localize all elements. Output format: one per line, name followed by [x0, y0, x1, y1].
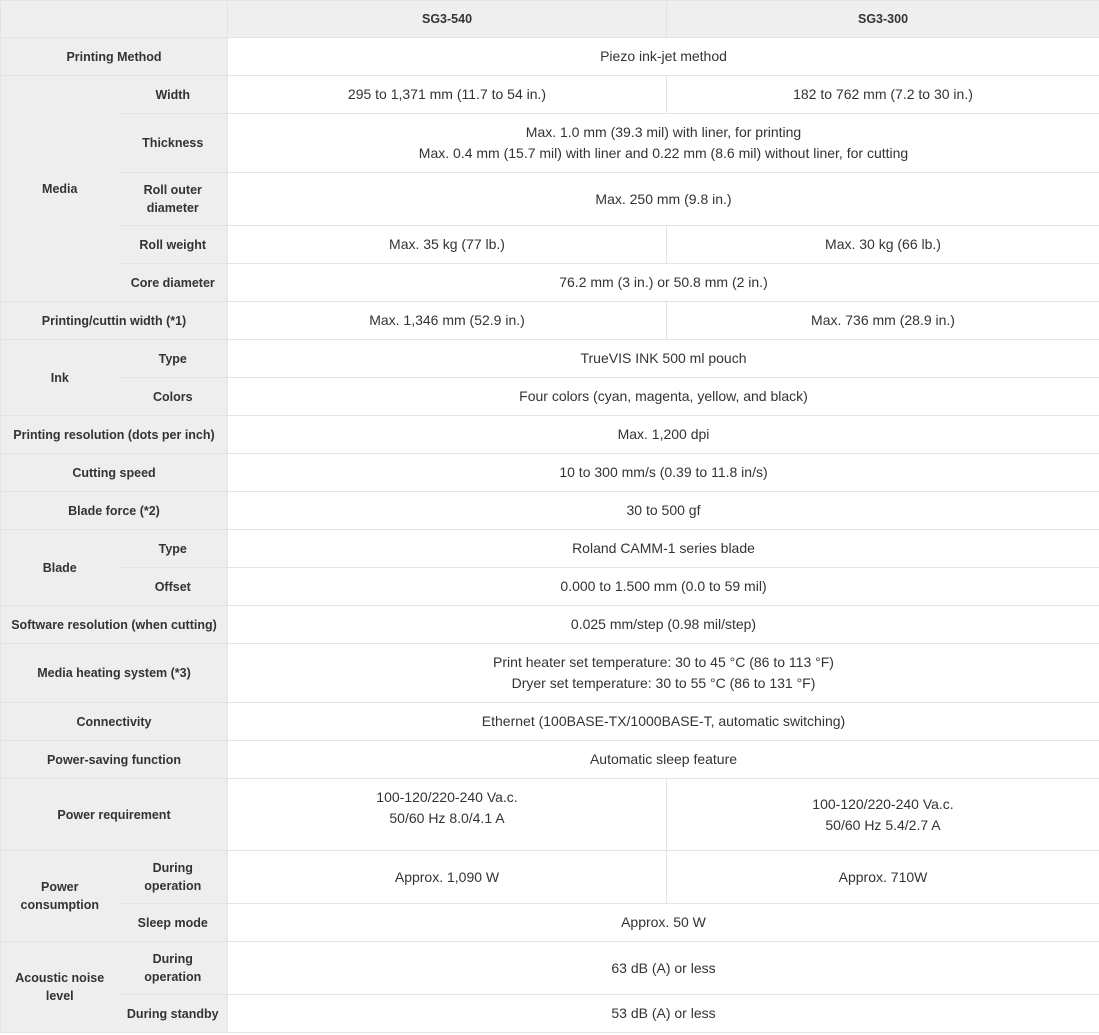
table-header-row [1, 1, 1099, 38]
value-power-requirement-sg3-300 [667, 779, 1099, 851]
table-row [1, 173, 1099, 226]
row-label-printing-resolution: Printing resolution (dots per inch) [1, 416, 228, 454]
table-row [1, 568, 1099, 606]
row-label-software-resolution: Software resolution (when cutting) [1, 606, 228, 644]
table-row [1, 226, 1099, 264]
value-media-thickness-line2: Max. 0.4 mm (15.7 mil) with liner and 0.22 mm (8.6 mil) without liner, for cutting [418, 145, 909, 161]
value-media-heating-line2: Dryer set temperature: 30 to 55 °C (86 to 131 °F) [511, 675, 816, 691]
table-row [1, 454, 1099, 492]
row-group-acoustic-noise-line2: level [45, 989, 74, 1003]
table-row [1, 779, 1099, 851]
value-cutting-speed: 10 to 300 mm/s (0.39 to 11.8 in/s) [228, 454, 1099, 492]
row-label-sleep-mode: Sleep mode [119, 904, 228, 942]
row-group-media: Media [1, 76, 119, 302]
value-software-resolution: 0.025 mm/step (0.98 mil/step) [228, 606, 1099, 644]
row-label-noise-during-standby: During standby [119, 995, 228, 1033]
table-row [1, 302, 1099, 340]
table-row [1, 995, 1099, 1033]
value-media-heating-line1: Print heater set temperature: 30 to 45 °C (86 to 113 °F) [493, 654, 834, 670]
row-label-ink-colors: Colors [119, 378, 228, 416]
row-group-power-consumption-line1: Power [40, 880, 79, 894]
row-group-acoustic-noise-line1: Acoustic noise [15, 971, 105, 985]
value-media-width-sg3-540: 295 to 1,371 mm (11.7 to 54 in.) [228, 76, 667, 114]
value-noise-during-operation: 63 dB (A) or less [228, 942, 1099, 995]
table-row [1, 492, 1099, 530]
value-media-thickness-line1: Max. 1.0 mm (39.3 mil) with liner, for printing [525, 124, 802, 140]
row-label-blade-force: Blade force (*2) [1, 492, 228, 530]
table-row [1, 741, 1099, 779]
row-label-power-requirement: Power requirement [1, 779, 228, 851]
header-model-sg3-540: SG3-540 [228, 1, 667, 38]
row-label-noise-during-operation-line2: operation [144, 970, 202, 984]
value-core-diameter: 76.2 mm (3 in.) or 50.8 mm (2 in.) [228, 264, 1099, 302]
table-row [1, 340, 1099, 378]
value-roll-weight-sg3-540: Max. 35 kg (77 lb.) [228, 226, 667, 264]
row-label-core-diameter: Core diameter [119, 264, 228, 302]
table-row [1, 264, 1099, 302]
value-power-during-operation-sg3-540: Approx. 1,090 W [228, 851, 667, 904]
value-printing-method: Piezo ink-jet method [228, 38, 1099, 76]
row-label-power-saving: Power-saving function [1, 741, 228, 779]
row-group-power-consumption [1, 851, 119, 942]
row-label-power-during-operation-line1: During [152, 861, 193, 875]
row-label-blade-offset: Offset [119, 568, 228, 606]
row-label-roll-outer-line1: Roll outer [143, 183, 202, 197]
table-row [1, 942, 1099, 995]
row-label-roll-weight: Roll weight [119, 226, 228, 264]
table-row [1, 76, 1099, 114]
value-print-cut-width-sg3-300: Max. 736 mm (28.9 in.) [667, 302, 1099, 340]
row-label-printing-method: Printing Method [1, 38, 228, 76]
value-power-requirement-sg3-540-line1: 100-120/220-240 Va.c. [376, 789, 518, 805]
value-connectivity: Ethernet (100BASE-TX/1000BASE-T, automatic switching) [228, 703, 1099, 741]
table-row [1, 114, 1099, 173]
value-media-heating [228, 644, 1099, 703]
table-row [1, 416, 1099, 454]
value-sleep-mode: Approx. 50 W [228, 904, 1099, 942]
row-label-roll-outer-diameter [119, 173, 228, 226]
value-power-requirement-sg3-300-line2: 50/60 Hz 5.4/2.7 A [825, 816, 941, 833]
row-group-ink: Ink [1, 340, 119, 416]
value-roll-weight-sg3-300: Max. 30 kg (66 lb.) [667, 226, 1099, 264]
row-group-blade: Blade [1, 530, 119, 606]
table-row [1, 38, 1099, 76]
table-row [1, 530, 1099, 568]
value-print-cut-width-sg3-540: Max. 1,346 mm (52.9 in.) [228, 302, 667, 340]
row-label-media-thickness: Thickness [119, 114, 228, 173]
value-blade-offset: 0.000 to 1.500 mm (0.0 to 59 mil) [228, 568, 1099, 606]
table-row [1, 606, 1099, 644]
value-power-saving: Automatic sleep feature [228, 741, 1099, 779]
row-label-noise-during-operation-line1: During [152, 952, 193, 966]
table-row [1, 378, 1099, 416]
value-blade-type: Roland CAMM-1 series blade [228, 530, 1099, 568]
value-power-during-operation-sg3-300: Approx. 710W [667, 851, 1099, 904]
value-media-thickness [228, 114, 1099, 173]
row-label-ink-type: Type [119, 340, 228, 378]
row-label-blade-type: Type [119, 530, 228, 568]
value-ink-type: TrueVIS INK 500 ml pouch [228, 340, 1099, 378]
value-media-width-sg3-300: 182 to 762 mm (7.2 to 30 in.) [667, 76, 1099, 114]
row-label-roll-outer-line2: diameter [146, 201, 199, 215]
value-noise-during-standby: 53 dB (A) or less [228, 995, 1099, 1033]
value-roll-outer-diameter: Max. 250 mm (9.8 in.) [228, 173, 1099, 226]
row-group-acoustic-noise [1, 942, 119, 1033]
row-label-power-during-operation [119, 851, 228, 904]
row-label-noise-during-operation [119, 942, 228, 995]
value-ink-colors: Four colors (cyan, magenta, yellow, and black) [228, 378, 1099, 416]
value-power-requirement-sg3-540-line2: 50/60 Hz 8.0/4.1 A [389, 810, 505, 826]
row-label-media-heating: Media heating system (*3) [1, 644, 228, 703]
row-label-media-width: Width [119, 76, 228, 114]
table-row [1, 644, 1099, 703]
value-power-requirement-sg3-540 [228, 779, 667, 851]
value-printing-resolution: Max. 1,200 dpi [228, 416, 1099, 454]
table-row [1, 703, 1099, 741]
value-power-requirement-sg3-300-line1: 100-120/220-240 Va.c. [812, 795, 954, 812]
row-label-connectivity: Connectivity [1, 703, 228, 741]
header-model-sg3-300: SG3-300 [667, 1, 1099, 38]
row-group-power-consumption-line2: consumption [20, 898, 99, 912]
row-label-power-during-operation-line2: operation [144, 879, 202, 893]
table-row [1, 851, 1099, 904]
header-blank-cell [1, 1, 228, 38]
table-row [1, 904, 1099, 942]
value-blade-force: 30 to 500 gf [228, 492, 1099, 530]
row-label-cutting-speed: Cutting speed [1, 454, 228, 492]
row-label-print-cut-width: Printing/cuttin width (*1) [1, 302, 228, 340]
